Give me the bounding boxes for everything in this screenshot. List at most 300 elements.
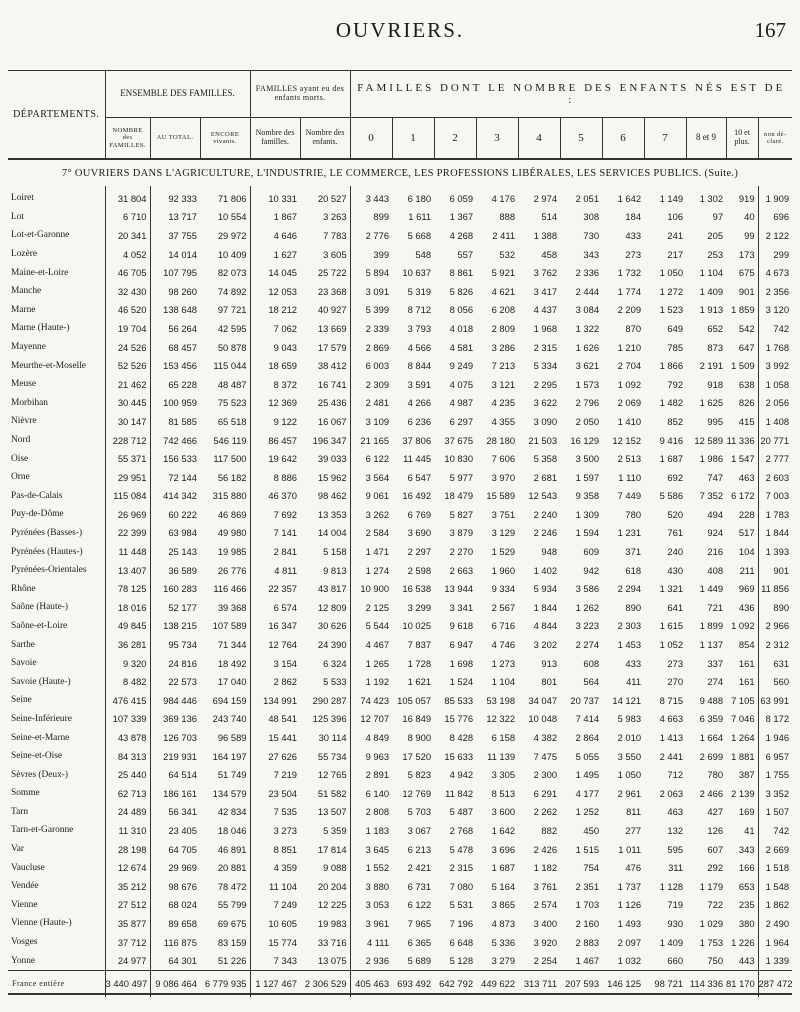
table-cell: 7 965 bbox=[407, 917, 432, 929]
table-cell: 1 844 bbox=[765, 527, 790, 539]
table-cell: 436 bbox=[726, 598, 758, 617]
table-cell: 104 bbox=[726, 542, 758, 561]
table-cell: 13 407 bbox=[105, 561, 150, 580]
table-cell: 37 755 bbox=[168, 229, 197, 241]
table-cell: 1 322 bbox=[575, 322, 600, 334]
table-cell: 6 731 bbox=[407, 880, 432, 892]
table-cell: 65 518 bbox=[200, 412, 250, 431]
table-cell: 3 440 497 bbox=[105, 970, 150, 997]
table-cell: 11 448 bbox=[105, 542, 150, 561]
table-cell: 1 226 bbox=[726, 933, 758, 952]
table-cell: 15 776 bbox=[444, 713, 474, 725]
table-cell: 55 371 bbox=[105, 449, 150, 468]
section-title: 7° OUVRIERS DANS L'AGRICULTURE, L'INDUSTRIE, LE COMMERCE, LES PROFESSIONS LIBÉRALES, LES SERVICES PUBLICS. (Suite.) bbox=[8, 159, 792, 186]
table-cell: 901 bbox=[726, 282, 758, 301]
department-name: Maine-et-Loire bbox=[8, 263, 105, 282]
table-cell: 1 737 bbox=[617, 880, 642, 892]
table-cell: 41 bbox=[726, 821, 758, 840]
table-cell: 2 809 bbox=[491, 322, 516, 334]
table-cell: 75 523 bbox=[200, 394, 250, 413]
table-cell: 21 503 bbox=[528, 434, 558, 446]
table-cell: 3 761 bbox=[533, 880, 558, 892]
table-cell: 811 bbox=[626, 806, 642, 818]
table-cell: 2 125 bbox=[365, 601, 390, 613]
table-cell: 313 711 bbox=[518, 970, 560, 997]
table-cell: 742 bbox=[773, 824, 790, 836]
header-col-8-9: 8 et 9 bbox=[686, 118, 726, 160]
table-cell: 2 768 bbox=[449, 824, 474, 836]
table-cell: 6 957 bbox=[765, 750, 790, 762]
table-cell: 10 900 bbox=[360, 583, 390, 595]
table-cell: 890 bbox=[625, 601, 642, 613]
table-cell: 69 675 bbox=[200, 914, 250, 933]
table-cell: 311 bbox=[668, 862, 684, 874]
table-cell: 1 986 bbox=[699, 453, 724, 465]
table-cell: 2 300 bbox=[533, 769, 558, 781]
department-name: Sarthe bbox=[8, 635, 105, 654]
table-cell: 747 bbox=[707, 471, 724, 483]
running-header bbox=[0, 0, 800, 60]
department-name: Nièvre bbox=[8, 412, 105, 431]
table-cell: 1 687 bbox=[491, 862, 516, 874]
table-cell: 3 091 bbox=[365, 285, 390, 297]
table-cell: 7 003 bbox=[765, 490, 790, 502]
table-cell: 35 212 bbox=[105, 877, 150, 896]
table-cell: 1 272 bbox=[659, 285, 684, 297]
table-cell: 5 823 bbox=[407, 769, 432, 781]
table-cell: 2 270 bbox=[449, 546, 474, 558]
table-cell: 337 bbox=[707, 657, 724, 669]
table-cell: 3 564 bbox=[365, 471, 390, 483]
table-cell: 722 bbox=[707, 899, 724, 911]
table-cell: 1 664 bbox=[699, 732, 724, 744]
table-cell: 9 963 bbox=[365, 750, 390, 762]
table-cell: 476 bbox=[625, 862, 642, 874]
header-departements: DÉPARTEMENTS. bbox=[8, 71, 105, 160]
table-cell: 55 734 bbox=[300, 747, 350, 766]
table-cell: 138 215 bbox=[163, 620, 197, 632]
table-cell: 1 408 bbox=[765, 415, 790, 427]
table-cell: 1 128 bbox=[659, 880, 684, 892]
table-cell: 2 351 bbox=[575, 880, 600, 892]
bottom-rule bbox=[8, 993, 792, 995]
table-cell: 38 412 bbox=[300, 356, 350, 375]
table-cell: 343 bbox=[583, 248, 600, 260]
table-cell: 1 844 bbox=[533, 601, 558, 613]
table-cell: 63 984 bbox=[168, 527, 197, 539]
table-cell: 4 268 bbox=[449, 229, 474, 241]
table-cell: 46 370 bbox=[268, 490, 298, 502]
table-cell: 7 213 bbox=[491, 360, 516, 372]
table-row bbox=[8, 208, 792, 227]
table-cell: 11 445 bbox=[403, 453, 432, 465]
table-cell: 450 bbox=[583, 824, 600, 836]
table-cell: 27 626 bbox=[268, 750, 298, 762]
table-cell: 10 554 bbox=[200, 208, 250, 227]
table-cell: 692 bbox=[667, 471, 684, 483]
table-cell: 7 837 bbox=[407, 639, 432, 651]
table-cell: 449 622 bbox=[476, 970, 518, 997]
table-cell: 20 341 bbox=[105, 226, 150, 245]
table-cell: 3 762 bbox=[533, 267, 558, 279]
table-cell: 4 177 bbox=[575, 787, 600, 799]
table-cell: 3 591 bbox=[407, 378, 432, 390]
department-name: Nord bbox=[8, 431, 105, 450]
department-name: Marne bbox=[8, 301, 105, 320]
table-cell: 1 524 bbox=[449, 676, 474, 688]
department-name: Mayenne bbox=[8, 338, 105, 357]
table-row bbox=[8, 933, 792, 952]
table-cell: 12 809 bbox=[300, 598, 350, 617]
table-cell: 1 126 bbox=[617, 899, 642, 911]
table-cell: 299 bbox=[773, 248, 790, 260]
department-name: Tarn bbox=[8, 803, 105, 822]
table-cell: 217 bbox=[667, 248, 684, 260]
table-cell: 3 202 bbox=[533, 639, 558, 651]
table-cell: 1 092 bbox=[726, 617, 758, 636]
table-cell: 1 410 bbox=[617, 415, 642, 427]
table-cell: 46 705 bbox=[105, 263, 150, 282]
table-cell: 98 676 bbox=[168, 880, 197, 892]
table-cell: 24 489 bbox=[105, 803, 150, 822]
table-cell: 1 518 bbox=[765, 862, 790, 874]
table-cell: 13 353 bbox=[300, 505, 350, 524]
table-cell: 1 252 bbox=[575, 806, 600, 818]
table-cell: 2 139 bbox=[726, 784, 758, 803]
table-cell: 27 512 bbox=[105, 896, 150, 915]
table-cell: 1 011 bbox=[618, 843, 642, 855]
department-name: Morbihan bbox=[8, 394, 105, 413]
table-cell: 56 182 bbox=[200, 468, 250, 487]
table-cell: 8 715 bbox=[659, 694, 684, 706]
table-cell: 780 bbox=[625, 508, 642, 520]
table-cell: 3 865 bbox=[491, 899, 516, 911]
table-cell: 114 336 bbox=[686, 970, 726, 997]
table-cell: 1 471 bbox=[365, 546, 390, 558]
table-cell: 35 877 bbox=[105, 914, 150, 933]
table-cell: 693 492 bbox=[392, 970, 434, 997]
table-cell: 5 478 bbox=[449, 843, 474, 855]
department-name: France entière bbox=[8, 970, 105, 997]
table-cell: 173 bbox=[726, 245, 758, 264]
table-cell: 8 056 bbox=[449, 304, 474, 316]
header-col-non-declare: non dé- claré. bbox=[758, 118, 792, 160]
table-cell: 8 513 bbox=[491, 787, 516, 799]
table-cell: 5 533 bbox=[300, 672, 350, 691]
header-nombre-familles: NOMBRE des FAMILLES. bbox=[105, 118, 150, 160]
table-cell: 51 749 bbox=[200, 765, 250, 784]
table-cell: 1 625 bbox=[699, 397, 724, 409]
table-cell: 2 209 bbox=[617, 304, 642, 316]
table-cell: 801 bbox=[541, 676, 558, 688]
table-cell: 4 359 bbox=[273, 862, 298, 874]
table-row bbox=[8, 282, 792, 301]
table-cell: 1 137 bbox=[699, 639, 724, 651]
table-cell: 228 bbox=[726, 505, 758, 524]
table-cell: 13 669 bbox=[300, 319, 350, 338]
table-cell: 106 bbox=[667, 211, 684, 223]
table-cell: 2 574 bbox=[533, 899, 558, 911]
table-cell: 46 869 bbox=[200, 505, 250, 524]
table-cell: 4 266 bbox=[407, 397, 432, 409]
table-cell: 85 533 bbox=[444, 694, 474, 706]
table-cell: 16 129 bbox=[570, 434, 600, 446]
table-cell: 273 bbox=[667, 657, 684, 669]
table-cell: 46 891 bbox=[200, 840, 250, 859]
table-cell: 2 699 bbox=[699, 750, 724, 762]
table-cell: 13 075 bbox=[300, 951, 350, 970]
table-cell: 618 bbox=[625, 564, 642, 576]
table-cell: 2 097 bbox=[617, 936, 642, 948]
table-cell: 2 974 bbox=[533, 192, 558, 204]
header-encore-vivants: ENCORE vivants. bbox=[200, 118, 250, 160]
table-cell: 116 875 bbox=[163, 936, 197, 948]
table-cell: 9 813 bbox=[300, 561, 350, 580]
table-cell: 2 669 bbox=[765, 843, 790, 855]
table-cell: 2 254 bbox=[533, 955, 558, 967]
table-row bbox=[8, 858, 792, 877]
table-row bbox=[8, 951, 792, 970]
table-cell: 546 119 bbox=[200, 431, 250, 450]
table-cell: 134 991 bbox=[263, 694, 298, 706]
table-cell: 39 033 bbox=[300, 449, 350, 468]
table-cell: 14 014 bbox=[168, 248, 197, 260]
department-name: Meuse bbox=[8, 375, 105, 394]
table-cell: 1 594 bbox=[575, 527, 600, 539]
table-cell: 443 bbox=[726, 951, 758, 970]
table-cell: 287 472 bbox=[758, 970, 792, 997]
table-cell: 1 946 bbox=[765, 732, 790, 744]
table-cell: 1 529 bbox=[491, 546, 516, 558]
table-cell: 7 449 bbox=[617, 490, 642, 502]
table-cell: 1 182 bbox=[533, 862, 558, 874]
table-cell: 899 bbox=[373, 211, 390, 223]
table-cell: 83 159 bbox=[200, 933, 250, 952]
department-name: Oise bbox=[8, 449, 105, 468]
table-cell: 2 274 bbox=[575, 639, 600, 651]
table-cell: 19 983 bbox=[300, 914, 350, 933]
table-cell: 2 490 bbox=[765, 917, 790, 929]
department-name: Marne (Haute-) bbox=[8, 319, 105, 338]
table-cell: 9 061 bbox=[365, 490, 390, 502]
table-cell: 8 844 bbox=[407, 360, 432, 372]
table-cell: 6 213 bbox=[407, 843, 432, 855]
table-cell: 14 121 bbox=[612, 694, 642, 706]
table-cell: 7 606 bbox=[491, 453, 516, 465]
table-cell: 68 024 bbox=[168, 899, 197, 911]
table-cell: 5 164 bbox=[491, 880, 516, 892]
table-cell: 1 302 bbox=[699, 192, 724, 204]
table-cell: 4 849 bbox=[365, 732, 390, 744]
table-cell: 675 bbox=[726, 263, 758, 282]
table-cell: 3 263 bbox=[300, 208, 350, 227]
table-cell: 1 104 bbox=[699, 267, 724, 279]
table-cell: 205 bbox=[707, 229, 724, 241]
table-cell: 21 165 bbox=[360, 434, 390, 446]
table-cell: 166 bbox=[726, 858, 758, 877]
table-cell: 2 426 bbox=[533, 843, 558, 855]
table-cell: 3 084 bbox=[575, 304, 600, 316]
table-cell: 2 336 bbox=[575, 267, 600, 279]
table-cell: 1 179 bbox=[699, 880, 724, 892]
table-row bbox=[8, 431, 792, 450]
table-cell: 2 063 bbox=[659, 787, 684, 799]
table-cell: 160 283 bbox=[163, 583, 197, 595]
header-familles-morts: FAMILLES ayant eu des enfants morts. bbox=[250, 71, 350, 118]
table-cell: 638 bbox=[726, 375, 758, 394]
table-cell: 42 595 bbox=[200, 319, 250, 338]
table-cell: 20 881 bbox=[200, 858, 250, 877]
table-cell: 12 053 bbox=[268, 285, 298, 297]
table-cell: 117 500 bbox=[200, 449, 250, 468]
table-cell: 4 844 bbox=[533, 620, 558, 632]
table-cell: 4 382 bbox=[533, 732, 558, 744]
table-cell: 36 589 bbox=[168, 564, 197, 576]
table-cell: 1 388 bbox=[533, 229, 558, 241]
table-cell: 5 319 bbox=[407, 285, 432, 297]
table-cell: 380 bbox=[726, 914, 758, 933]
table-cell: 26 776 bbox=[200, 561, 250, 580]
table-cell: 2 303 bbox=[617, 620, 642, 632]
table-cell: 1 867 bbox=[273, 211, 298, 223]
table-row bbox=[8, 356, 792, 375]
table-cell: 2 481 bbox=[365, 397, 390, 409]
table-cell: 2 051 bbox=[575, 192, 600, 204]
table-cell: 2 306 529 bbox=[300, 970, 350, 997]
table-cell: 22 357 bbox=[268, 583, 298, 595]
table-cell: 652 bbox=[707, 322, 724, 334]
table-cell: 6 140 bbox=[365, 787, 390, 799]
table-cell: 742 466 bbox=[163, 434, 197, 446]
table-cell: 138 648 bbox=[163, 304, 197, 316]
table-cell: 7 219 bbox=[273, 769, 298, 781]
department-name: Meurthe-et-Moselle bbox=[8, 356, 105, 375]
header-col-3: 3 bbox=[476, 118, 518, 160]
table-cell: 6 359 bbox=[699, 713, 724, 725]
department-name: Pas-de-Calais bbox=[8, 487, 105, 506]
table-cell: 2 966 bbox=[765, 620, 790, 632]
table-cell: 780 bbox=[707, 769, 724, 781]
table-row bbox=[8, 821, 792, 840]
table-cell: 23 405 bbox=[168, 824, 197, 836]
table-cell: 7 783 bbox=[300, 226, 350, 245]
table-cell: 50 878 bbox=[200, 338, 250, 357]
table-cell: 4 942 bbox=[449, 769, 474, 781]
table-cell: 235 bbox=[726, 896, 758, 915]
table-cell: 6 297 bbox=[449, 415, 474, 427]
table-cell: 901 bbox=[773, 564, 790, 576]
table-cell: 99 bbox=[726, 226, 758, 245]
department-name: Saône (Haute-) bbox=[8, 598, 105, 617]
table-cell: 98 260 bbox=[168, 285, 197, 297]
table-cell: 97 721 bbox=[200, 301, 250, 320]
table-cell: 1 968 bbox=[533, 322, 558, 334]
department-name: Tarn-et-Garonne bbox=[8, 821, 105, 840]
table-cell: 9 320 bbox=[105, 654, 150, 673]
table-cell: 2 466 bbox=[699, 787, 724, 799]
table-cell: 7 475 bbox=[533, 750, 558, 762]
table-cell: 52 526 bbox=[105, 356, 150, 375]
table-cell: 14 045 bbox=[268, 267, 298, 279]
table-cell: 1 703 bbox=[575, 899, 600, 911]
table-cell: 56 264 bbox=[168, 322, 197, 334]
table-cell: 39 368 bbox=[200, 598, 250, 617]
table-cell: 433 bbox=[625, 229, 642, 241]
table-row bbox=[8, 914, 792, 933]
table-cell: 15 962 bbox=[300, 468, 350, 487]
table-cell: 5 158 bbox=[300, 542, 350, 561]
table-cell: 1 642 bbox=[617, 192, 642, 204]
table-cell: 1 515 bbox=[575, 843, 600, 855]
department-name: Rhône bbox=[8, 579, 105, 598]
table-cell: 37 712 bbox=[105, 933, 150, 952]
table-cell: 3 109 bbox=[365, 415, 390, 427]
table-cell: 750 bbox=[707, 955, 724, 967]
table-cell: 5 334 bbox=[533, 360, 558, 372]
table-cell: 2 598 bbox=[407, 564, 432, 576]
table-cell: 4 437 bbox=[533, 304, 558, 316]
table-cell: 186 161 bbox=[163, 787, 197, 799]
table-cell: 25 722 bbox=[300, 263, 350, 282]
table-cell: 1 367 bbox=[449, 211, 474, 223]
table-cell: 25 436 bbox=[300, 394, 350, 413]
table-cell: 696 bbox=[773, 211, 790, 223]
table-cell: 948 bbox=[541, 546, 558, 558]
table-cell: 81 585 bbox=[168, 415, 197, 427]
table-cell: 3 605 bbox=[300, 245, 350, 264]
table-cell: 5 894 bbox=[365, 267, 390, 279]
table-cell: 2 339 bbox=[365, 322, 390, 334]
table-cell: 3 129 bbox=[491, 527, 516, 539]
table-cell: 1 627 bbox=[273, 248, 298, 260]
table-cell: 913 bbox=[541, 657, 558, 669]
table-cell: 219 931 bbox=[163, 750, 197, 762]
table-cell: 3 992 bbox=[765, 360, 790, 372]
table-row bbox=[8, 468, 792, 487]
table-cell: 12 674 bbox=[105, 858, 150, 877]
table-cell: 343 bbox=[726, 840, 758, 859]
table-cell: 1 104 bbox=[491, 676, 516, 688]
table-row bbox=[8, 803, 792, 822]
table-cell: 1 467 bbox=[575, 955, 600, 967]
table-cell: 3 920 bbox=[533, 936, 558, 948]
table-cell: 1 621 bbox=[407, 676, 432, 688]
table-cell: 292 bbox=[707, 862, 724, 874]
table-row bbox=[8, 449, 792, 468]
table-cell: 3 621 bbox=[575, 360, 600, 372]
header-au-total: AU TOTAL. bbox=[150, 118, 200, 160]
department-name: Pyrénées-Orientales bbox=[8, 561, 105, 580]
table-cell: 1 110 bbox=[618, 471, 642, 483]
table-cell: 115 044 bbox=[200, 356, 250, 375]
table-cell: 30 626 bbox=[300, 617, 350, 636]
table-cell: 11 856 bbox=[761, 583, 790, 595]
table-cell: 1 052 bbox=[659, 639, 684, 651]
table-cell: 1 273 bbox=[491, 657, 516, 669]
table-cell: 1 547 bbox=[726, 449, 758, 468]
table-cell: 1 050 bbox=[659, 267, 684, 279]
table-cell: 1 552 bbox=[365, 862, 390, 874]
table-cell: 164 197 bbox=[200, 747, 250, 766]
table-cell: 8 900 bbox=[407, 732, 432, 744]
table-cell: 930 bbox=[667, 917, 684, 929]
table-cell: 105 057 bbox=[397, 694, 432, 706]
table-cell: 169 bbox=[726, 803, 758, 822]
table-cell: 1 393 bbox=[765, 546, 790, 558]
table-row bbox=[8, 765, 792, 784]
table-cell: 719 bbox=[667, 899, 684, 911]
table-row bbox=[8, 263, 792, 282]
